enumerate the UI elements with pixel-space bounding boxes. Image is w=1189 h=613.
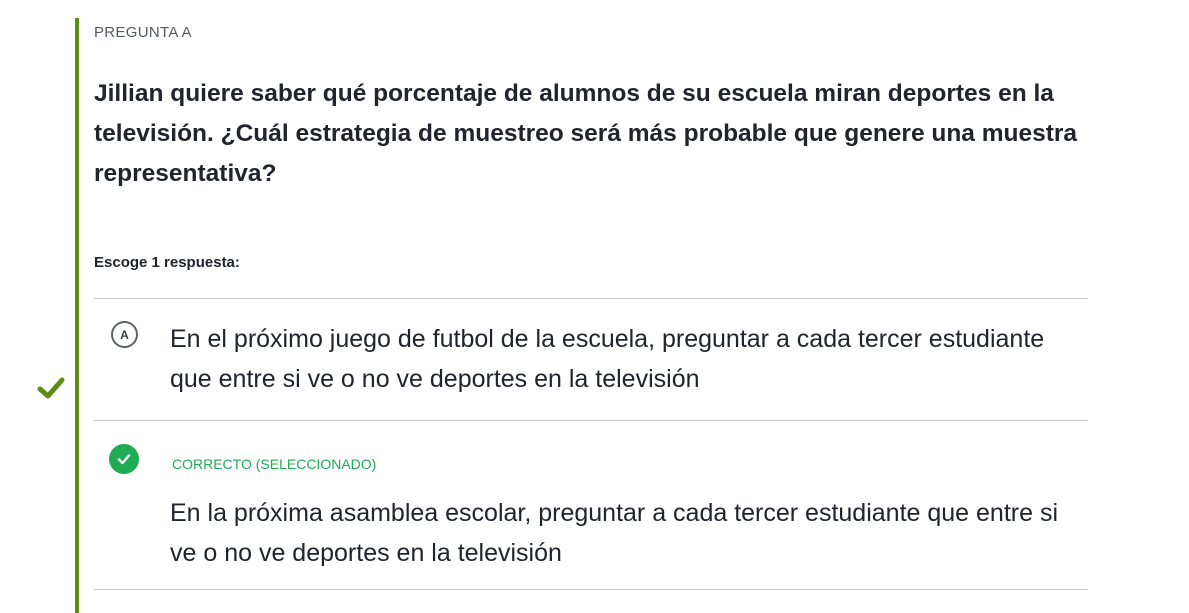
choice-a-text: En el próximo juego de futbol de la escuela, preguntar a cada tercer estudiante que entre si ve o no ve deportes en la televisión [170,325,1045,393]
question-block [75,18,1085,613]
choice-a-letter-icon: A [111,321,138,348]
choice-divider [94,589,1088,590]
answer-instruction: Escoge 1 respuesta: [94,254,240,271]
question-text: Jillian quiere saber qué porcentaje de alumnos de su escuela miran deportes en la televisión. ¿Cuál estrategia de muestreo será más probable que genere una muestra representativa? [94,80,1078,187]
choice-a[interactable] [94,299,1088,420]
choice-b-text: En la próxima asamblea escolar, preguntar a cada tercer estudiante que entre si ve o no ve deportes en la televisión [170,499,1059,567]
answer-choices [94,298,1088,590]
question-label: PREGUNTA A [94,24,192,41]
correct-check-icon [109,444,139,474]
choice-b[interactable] [94,421,1088,589]
correct-status-label: CORRECTO (SELECCIONADO) [172,456,377,472]
answered-correct-check-icon [37,376,65,400]
